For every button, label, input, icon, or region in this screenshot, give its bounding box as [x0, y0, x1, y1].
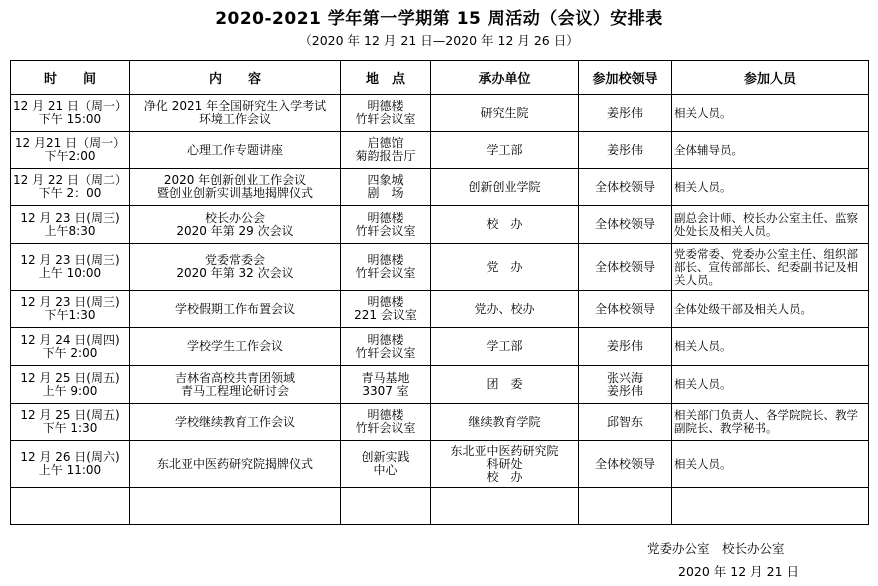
time-cell: 12 月 23 日(周三) 上午8:30 — [11, 206, 130, 244]
content-cell: 净化 2021 年全国研究生入学考试 环境工作会议 — [130, 95, 341, 132]
place-cell: 启德馆 菊韵报告厅 — [341, 132, 431, 169]
leader-cell: 姜彤伟 — [579, 132, 672, 169]
place-cell: 明德楼 竹轩会议室 — [341, 95, 431, 132]
issue-date: 2020 年 12 月 21 日 — [678, 564, 799, 579]
people-cell: 相关人员。 — [672, 366, 869, 404]
content-cell: 2020 年创新创业工作会议 暨创业创新实训基地揭牌仪式 — [130, 169, 341, 206]
content-cell: 党委常委会 2020 年第 32 次会议 — [130, 244, 341, 291]
host-cell: 党 办 — [431, 244, 579, 291]
leader-cell: 全体校领导 — [579, 291, 672, 328]
date-range-subtitle: （2020 年 12 月 21 日—2020 年 12 月 26 日） — [299, 33, 579, 48]
host-cell: 校 办 — [431, 206, 579, 244]
time-cell: 12 月 21 日（周一） 下午 15:00 — [11, 95, 130, 132]
time-cell: 12 月 25 日(周五) 上午 9:00 — [11, 366, 130, 404]
issuing-offices: 党委办公室 校长办公室 — [647, 541, 785, 556]
empty-table-row — [11, 488, 869, 525]
table-row — [11, 404, 869, 441]
place-cell: 明德楼 221 会议室 — [341, 291, 431, 328]
content-cell: 学校学生工作会议 — [130, 328, 341, 366]
people-cell: 相关人员。 — [672, 95, 869, 132]
leader-cell: 张兴海 姜彤伟 — [579, 366, 672, 404]
host-cell: 继续教育学院 — [431, 404, 579, 441]
people-cell: 全体处级干部及相关人员。 — [672, 291, 869, 328]
people-cell: 相关人员。 — [672, 328, 869, 366]
header-content: 内 容 — [130, 61, 341, 95]
place-cell: 明德楼 竹轩会议室 — [341, 244, 431, 291]
host-cell: 学工部 — [431, 328, 579, 366]
leader-cell: 邱智东 — [579, 404, 672, 441]
leader-cell: 姜彤伟 — [579, 95, 672, 132]
place-cell: 明德楼 竹轩会议室 — [341, 404, 431, 441]
header-leader: 参加校领导 — [579, 61, 672, 95]
content-cell: 学校假期工作布置会议 — [130, 291, 341, 328]
people-cell: 党委常委、党委办公室主任、组织部部长、宣传部部长、纪委副书记及相关人员。 — [672, 244, 869, 291]
table-row — [11, 206, 869, 244]
people-cell: 全体辅导员。 — [672, 132, 869, 169]
people-cell: 相关人员。 — [672, 441, 869, 488]
header-time: 时 间 — [11, 61, 130, 95]
place-cell: 青马基地 3307 室 — [341, 366, 431, 404]
host-cell: 党办、校办 — [431, 291, 579, 328]
content-cell: 学校继续教育工作会议 — [130, 404, 341, 441]
content-cell: 东北亚中医药研究院揭牌仪式 — [130, 441, 341, 488]
time-cell: 12 月 25 日(周五) 下午 1:30 — [11, 404, 130, 441]
content-cell: 校长办公会 2020 年第 29 次会议 — [130, 206, 341, 244]
table-row — [11, 366, 869, 404]
header-row — [11, 61, 869, 95]
page-title: 2020-2021 学年第一学期第 15 周活动（会议）安排表 — [215, 9, 663, 29]
host-cell: 创新创业学院 — [431, 169, 579, 206]
table-row — [11, 328, 869, 366]
host-cell: 学工部 — [431, 132, 579, 169]
header-host: 承办单位 — [431, 61, 579, 95]
place-cell: 明德楼 竹轩会议室 — [341, 206, 431, 244]
table-row — [11, 441, 869, 488]
people-cell: 相关人员。 — [672, 169, 869, 206]
header-people: 参加人员 — [672, 61, 869, 95]
place-cell: 创新实践 中心 — [341, 441, 431, 488]
table-row — [11, 95, 869, 132]
header-place: 地 点 — [341, 61, 431, 95]
people-cell: 副总会计师、校长办公室主任、监察处处长及相关人员。 — [672, 206, 869, 244]
leader-cell: 姜彤伟 — [579, 328, 672, 366]
leader-cell: 全体校领导 — [579, 244, 672, 291]
table-row — [11, 244, 869, 291]
time-cell: 12 月 22 日（周二） 下午 2：00 — [11, 169, 130, 206]
place-cell: 四象城 剧 场 — [341, 169, 431, 206]
time-cell: 12 月 23 日(周三) 上午 10:00 — [11, 244, 130, 291]
host-cell: 团 委 — [431, 366, 579, 404]
place-cell: 明德楼 竹轩会议室 — [341, 328, 431, 366]
time-cell: 12 月 23 日(周三) 下午1:30 — [11, 291, 130, 328]
leader-cell: 全体校领导 — [579, 169, 672, 206]
table-row — [11, 169, 869, 206]
people-cell: 相关部门负责人、各学院院长、教学副院长、教学秘书。 — [672, 404, 869, 441]
content-cell: 心理工作专题讲座 — [130, 132, 341, 169]
leader-cell: 全体校领导 — [579, 206, 672, 244]
time-cell: 12 月 24 日(周四) 下午 2:00 — [11, 328, 130, 366]
host-cell: 研究生院 — [431, 95, 579, 132]
content-cell: 吉林省高校共青团领域 青马工程理论研讨会 — [130, 366, 341, 404]
time-cell: 12 月21 日（周一） 下午2:00 — [11, 132, 130, 169]
schedule-table — [10, 60, 869, 525]
leader-cell: 全体校领导 — [579, 441, 672, 488]
time-cell: 12 月 26 日(周六) 上午 11:00 — [11, 441, 130, 488]
table-row — [11, 291, 869, 328]
host-cell: 东北亚中医药研究院 科研处 校 办 — [431, 441, 579, 488]
table-row — [11, 132, 869, 169]
